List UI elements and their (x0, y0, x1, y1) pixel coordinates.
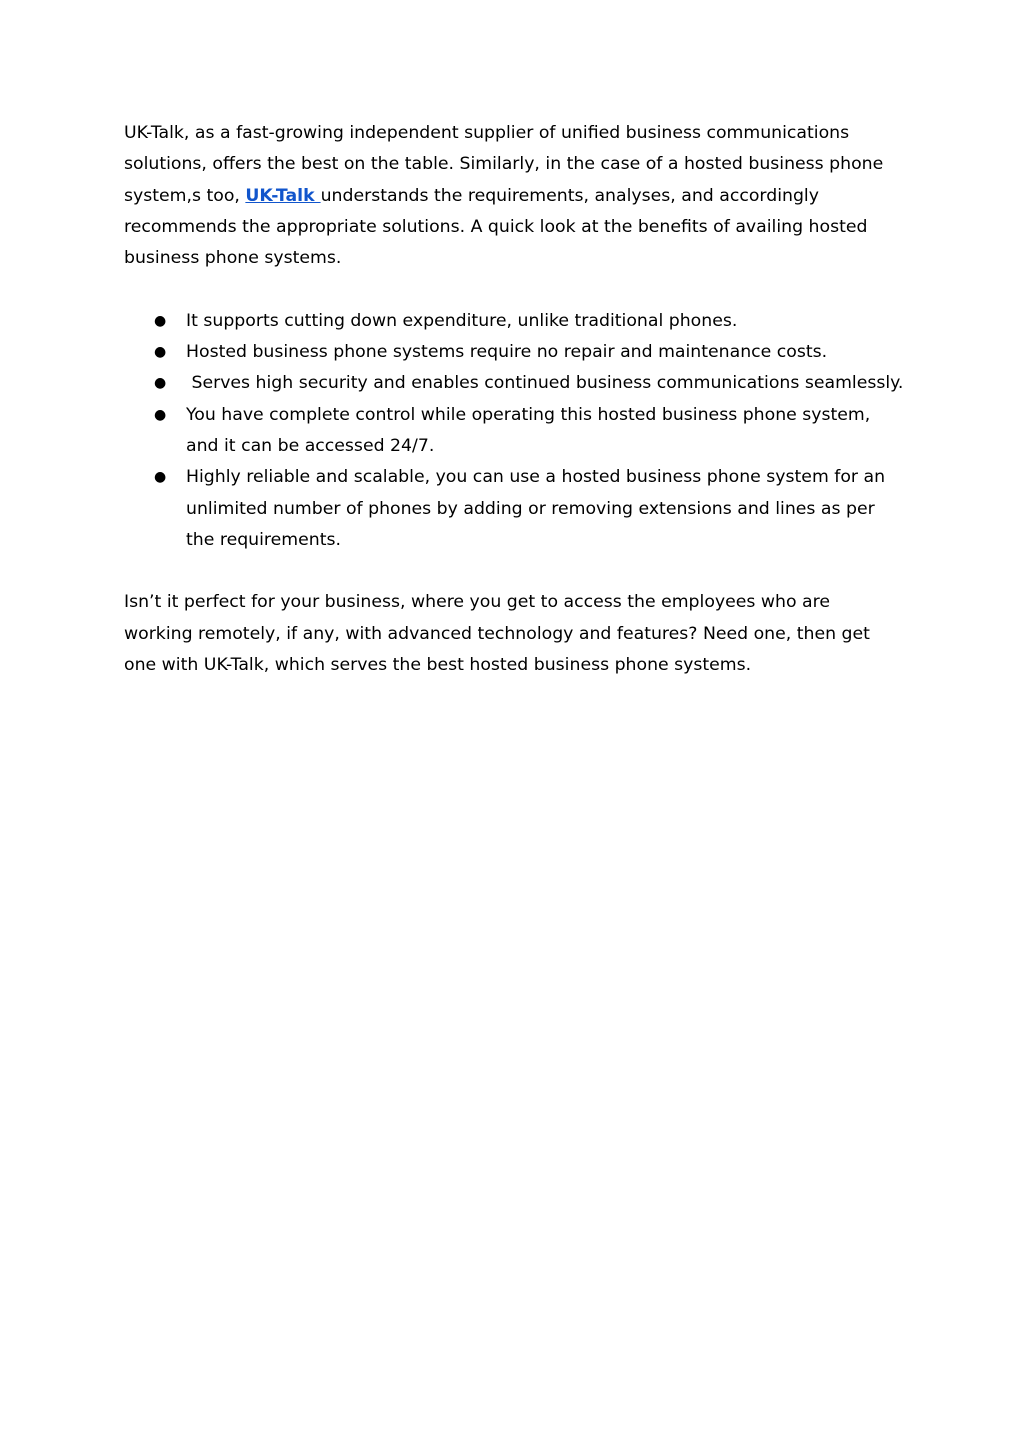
benefit-item (124, 462, 914, 556)
intro-line: solutions, offers the best on the table. Similarly, in the case of a hosted business phone (124, 154, 884, 175)
benefits-list (124, 306, 914, 556)
paragraph-spacer (124, 556, 914, 587)
closing-paragraph (124, 587, 914, 681)
benefit-text: Highly reliable and scalable, you can use a hosted business phone system for an (186, 467, 886, 488)
paragraph-spacer (124, 274, 914, 305)
benefit-text: It supports cutting down expenditure, unlike traditional phones. (186, 310, 738, 331)
intro-line: UK-Talk, as a fast-growing independent supplier of unified business communications (124, 123, 850, 143)
intro-paragraph (124, 118, 914, 274)
bullet-icon: ● (154, 344, 167, 361)
bullet-icon: ● (154, 375, 167, 392)
benefit-item (124, 337, 914, 368)
closing-line: one with UK-Talk, which serves the best hosted business phone systems. (124, 655, 752, 676)
intro-line-start: system,s too, (124, 185, 246, 206)
closing-line: Isn’t it perfect for your business, where you get to access the employees who are (124, 592, 830, 613)
benefit-item (124, 306, 914, 337)
benefit-item (124, 368, 914, 399)
closing-line: working remotely, if any, with advanced technology and features? Need one, then get (124, 623, 870, 644)
bullet-icon: ● (154, 406, 167, 423)
intro-line (124, 181, 914, 212)
benefit-text: Hosted business phone systems require no repair and maintenance costs. (186, 342, 828, 363)
intro-line: recommends the appropriate solutions. A quick look at the benefits of availing hosted (124, 216, 868, 237)
benefit-text: the requirements. (186, 529, 341, 550)
bullet-icon: ● (154, 312, 167, 329)
bullet-icon: ● (154, 469, 167, 486)
benefit-text: unlimited number of phones by adding or removing extensions and lines as per (186, 498, 875, 519)
intro-line-end: understands the requirements, analyses, and accordingly (320, 185, 819, 206)
benefit-text: Serves high security and enables continued business communications seamlessly. (186, 373, 904, 394)
benefit-item (124, 400, 914, 463)
intro-line: business phone systems. (124, 248, 342, 269)
uk-talk-link[interactable]: UK-Talk (245, 185, 321, 206)
benefit-text: You have complete control while operating this hosted business phone system, (186, 404, 871, 425)
benefit-text: and it can be accessed 24/7. (186, 435, 435, 456)
document-page (124, 118, 914, 681)
